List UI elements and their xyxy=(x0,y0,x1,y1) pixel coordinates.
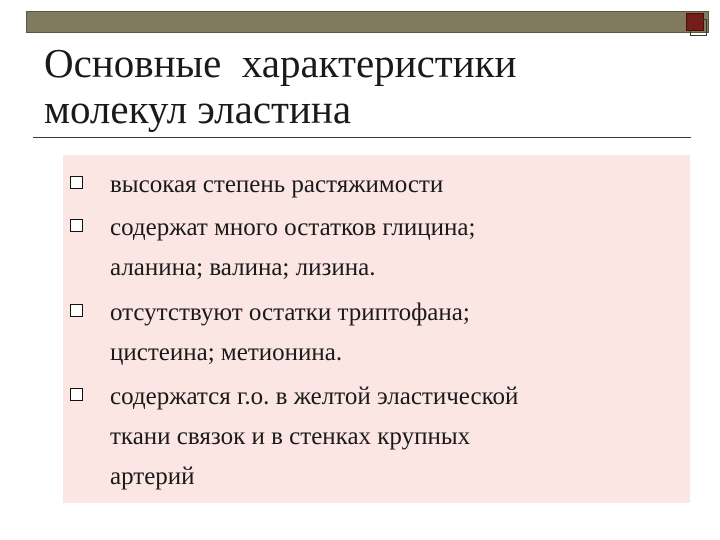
title-underline xyxy=(33,137,691,138)
decorative-outline-square xyxy=(690,19,707,36)
hollow-square-bullet-icon xyxy=(70,304,83,317)
hollow-square-bullet-icon xyxy=(70,219,83,232)
hollow-square-bullet-icon xyxy=(70,176,83,189)
bullet-line: цистеина; метионина. xyxy=(110,339,343,366)
slide-title-line-2: молекул эластина xyxy=(44,86,352,132)
bullet-text xyxy=(110,208,670,288)
bullet-line: отсутствуют остатки триптофана; xyxy=(110,299,470,326)
bullet-line: аланина; валина; лизина. xyxy=(110,254,376,281)
decorative-top-bar xyxy=(26,11,709,33)
bullet-text xyxy=(110,165,670,205)
bullet-line: содержат много остатков глицина; xyxy=(110,214,476,241)
slide-title-line-1: Основные характеристики xyxy=(44,40,517,86)
bullet-text xyxy=(110,293,670,373)
bullet-line: ткани связок и в стенках крупных xyxy=(110,423,471,450)
hollow-square-bullet-icon xyxy=(70,388,83,401)
bullet-text xyxy=(110,377,670,497)
bullet-line: содержатся г.о. в желтой эластической xyxy=(110,383,519,410)
content-panel xyxy=(63,155,690,503)
bullet-line: высокая степень растяжимости xyxy=(110,171,444,198)
slide-title xyxy=(44,40,684,132)
bullet-line: артерий xyxy=(110,463,195,490)
